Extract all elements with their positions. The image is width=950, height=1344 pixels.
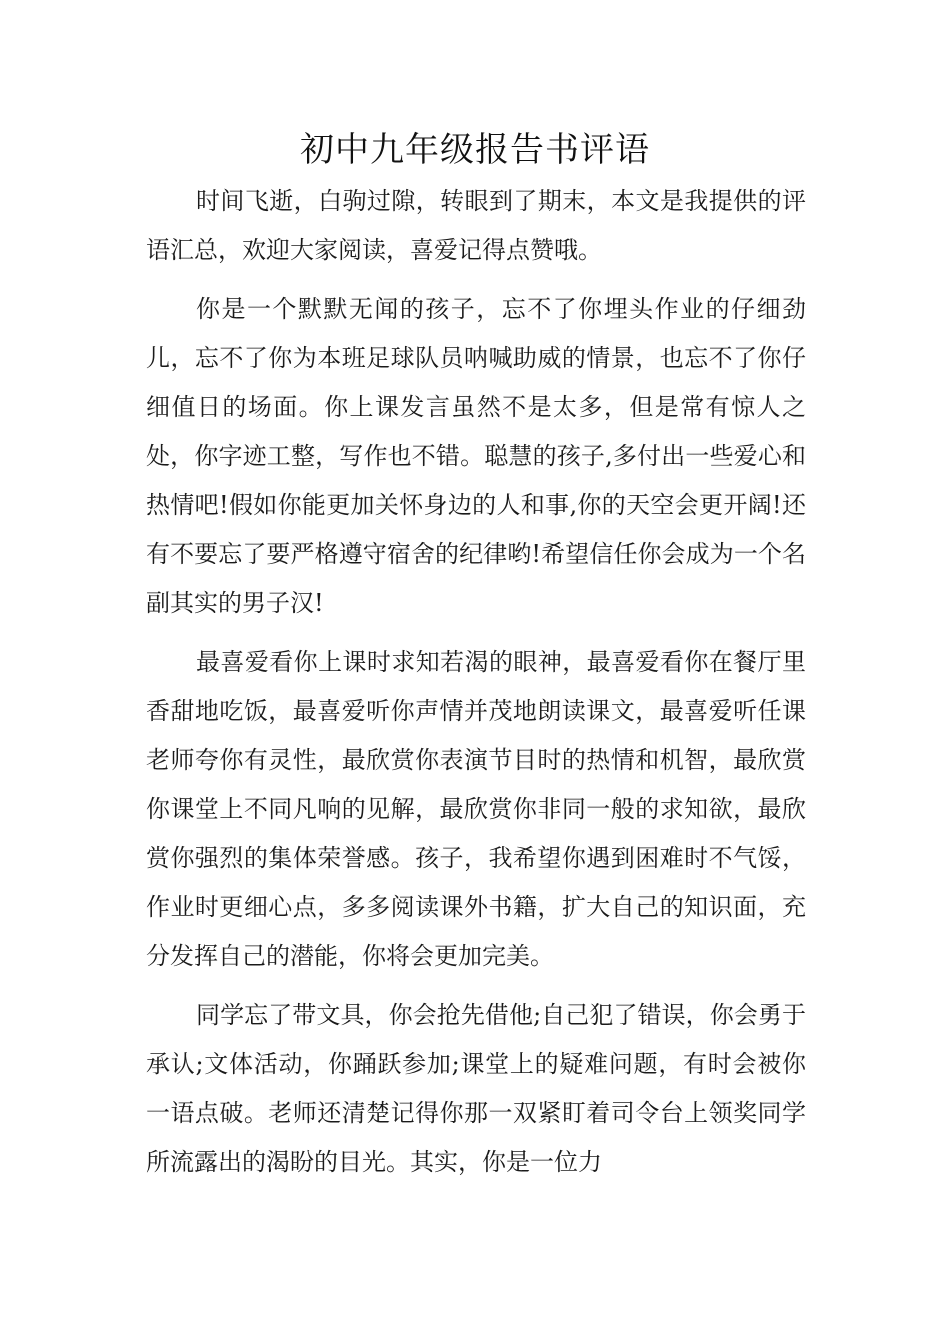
paragraph-comment-2: 最喜爱看你上课时求知若渴的眼神，最喜爱看你在餐厅里香甜地吃饭，最喜爱听你声情并茂地朗读课文，最喜爱听任课老师夸你有灵性，最欣赏你表演节目时的热情和机智，最欣赏你课堂上不同凡响的见解，最欣赏你非同一般的求知欲，最欣赏你强烈的集体荣誉感。孩子，我希望你遇到困难时不气馁，作业时更细心点，多多阅读课外书籍，扩大自己的知识面，充分发挥自己的潜能，你将会更加完美。 [146,648,806,970]
paragraph-comment-1: 你是一个默默无闻的孩子，忘不了你埋头作业的仔细劲儿，忘不了你为本班足球队员呐喊助威的情景，也忘不了你仔细值日的场面。你上课发言虽然不是太多，但是常有惊人之处，你字迹工整，写作也不错。聪慧的孩子,多付出一些爱心和热情吧!假如你能更加关怀身边的人和事,你的天空会更开阔!还有不要忘了要严格遵守宿舍的纪律哟!希望信任你会成为一个名副其实的男子汉! [146,295,806,617]
paragraph-comment-3: 同学忘了带文具，你会抢先借他;自己犯了错误，你会勇于承认;文体活动，你踊跃参加;课堂上的疑难问题，有时会被你一语点破。老师还清楚记得你那一双紧盯着司令台上领奖同学所流露出的渴盼的目光。其实，你是一位力 [146,1001,806,1176]
document-title: 初中九年级报告书评语 [300,130,650,170]
document-body [146,177,806,1197]
paragraph-intro: 时间飞逝，白驹过隙，转眼到了期末，本文是我提供的评语汇总，欢迎大家阅读，喜爱记得点赞哦。 [146,187,806,264]
